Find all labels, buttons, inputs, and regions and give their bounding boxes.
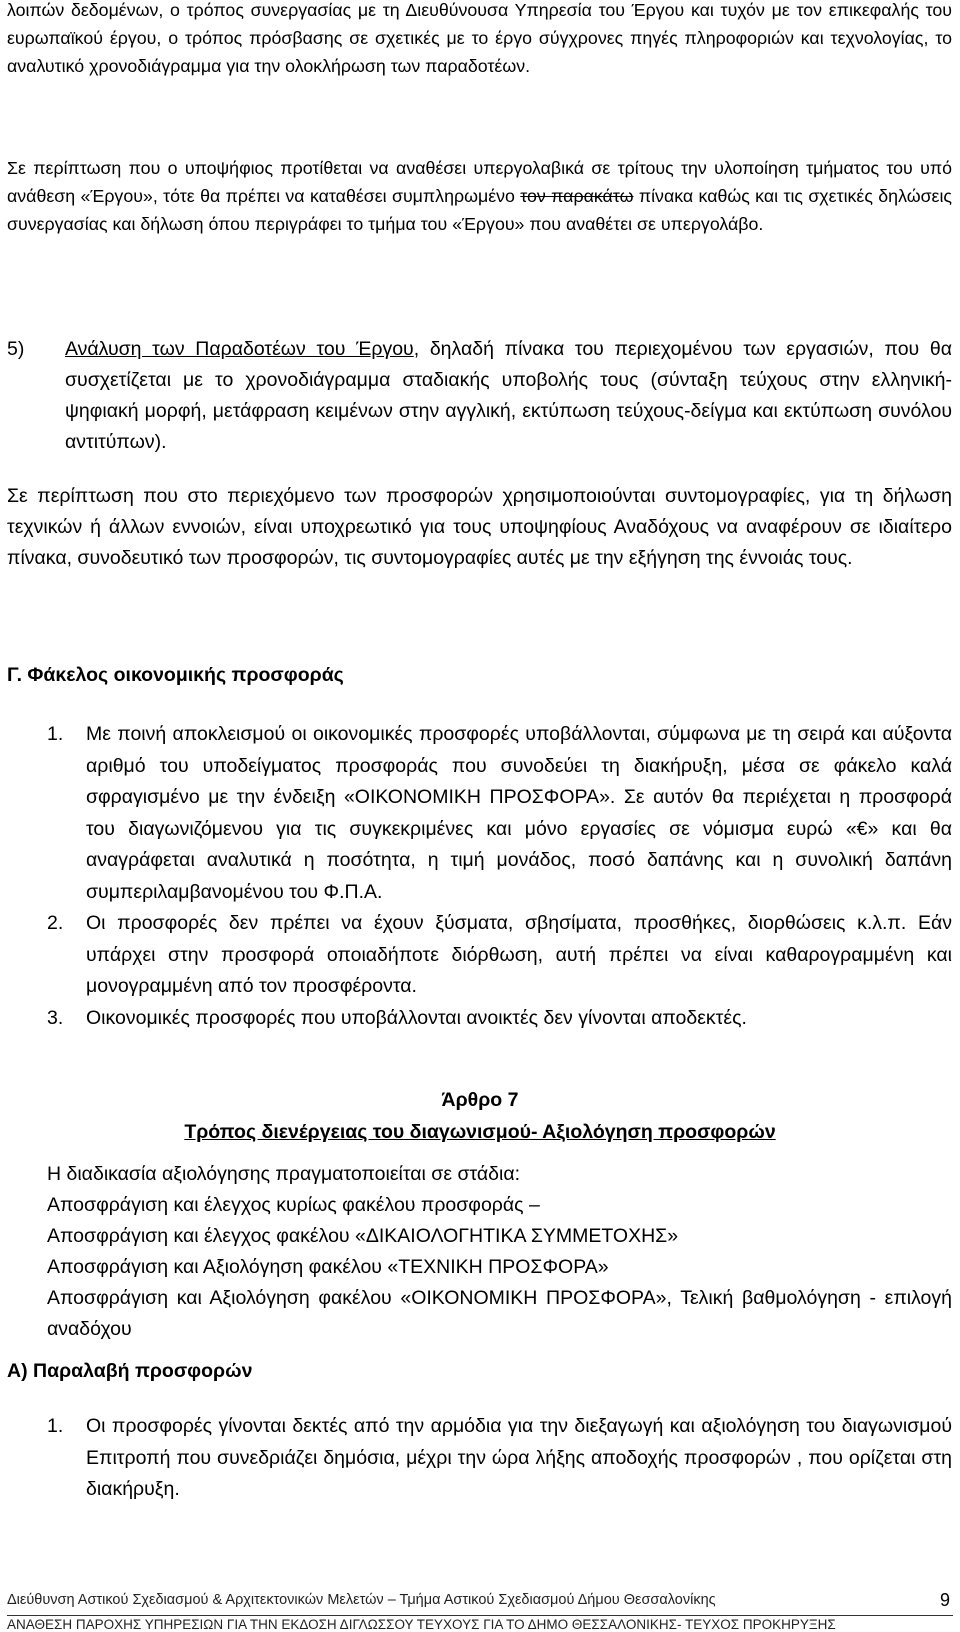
list-item-text: Οικονομικές προσφορές που υποβάλλονται ανοικτές δεν γίνονται αποδεκτές.	[86, 1006, 747, 1029]
list-item-number: 1.	[47, 1415, 64, 1437]
footer-department: Διεύθυνση Αστικού Σχεδιασμού & Αρχιτεκτονικών Μελετών – Τμήμα Αστικού Σχεδιασμού Δήμου Θεσσαλονίκης	[7, 1592, 716, 1608]
section-a-list	[7, 1411, 952, 1506]
struck-text: τον παρακάτω	[520, 186, 634, 206]
paragraph-subcontracting	[7, 154, 952, 238]
list-item	[7, 908, 952, 1003]
subcontracting-text-before: Σε περίπτωση που ο υποψήφιος προτίθεται να αναθέσει υπεργολαβικά σε τρίτους την υλοποίηση τμήματος του υπό ανάθεση «Έργου», τότε θα πρέπει να καταθέσει συμπληρωμένο	[7, 158, 952, 206]
list-item	[7, 1003, 952, 1035]
stage-line: Αποσφράγιση και Αξιολόγηση φακέλου «ΤΕΧΝΙΚΗ ΠΡΟΣΦΟΡΑ»	[47, 1256, 609, 1278]
section-g-heading: Γ. Φάκελος οικονομικής προσφοράς	[7, 664, 344, 686]
evaluation-stages	[47, 1159, 952, 1345]
list-item-text: Οι προσφορές γίνονται δεκτές από την αρμόδια για την διεξαγωγή και αξιολόγηση του διαγωνισμού Επιτροπή που συνεδριάζει δημόσια, μέχρι την ώρα λήξης αποδοχής προσφορών , που ορίζεται στη διακήρυξη.	[86, 1415, 952, 1500]
item-5	[7, 334, 952, 458]
list-item-text: Οι προσφορές δεν πρέπει να έχουν ξύσματα, σβησίματα, προσθήκες, διορθώσεις κ.λ.π. Εάν υπάρχει στην προσφορά οποιαδήποτε διόρθωση, αυτή πρέπει να είναι καθαρογραμμένη και μονογραμμένη από τον προσφέροντα.	[86, 912, 952, 997]
list-item-number: 2.	[47, 912, 64, 934]
item-5-underlined-title: Ανάλυση των Παραδοτέων του Έργου	[65, 338, 414, 360]
list-item-number: 1.	[47, 723, 64, 745]
list-item	[7, 719, 952, 908]
section-a-heading: Α) Παραλαβή προσφορών	[7, 1360, 253, 1382]
stage-line: Αποσφράγιση και έλεγχος κυρίως φακέλου προσφοράς –	[47, 1194, 540, 1216]
page-number: 9	[939, 1590, 950, 1610]
article-title: Τρόπος διενέργειας του διαγωνισμού- Αξιολόγηση προσφορών	[184, 1121, 776, 1143]
item-5-text: , δηλαδή πίνακα του περιεχομένου των εργασιών, που θα συσχετίζεται με το χρονοδιάγραμμα σταδιακής υποβολής τους (σύνταξη τεύχους στην ελληνική- ψηφιακή μορφή, μετάφραση κειμένων στην αγγλική, εκτύπωση τεύχους-δείγμα και εκτύπωση συνόλου αντιτύπων).	[65, 338, 952, 453]
stages-intro: Η διαδικασία αξιολόγησης πραγματοποιείται σε στάδια:	[47, 1163, 521, 1185]
section-g-list	[7, 719, 952, 1034]
footer-project-title: ΑΝΑΘΕΣΗ ΠΑΡΟΧΗΣ ΥΠΗΡΕΣΙΩΝ ΓΙΑ ΤΗΝ ΕΚΔΟΣΗ ΔΙΓΛΩΣΣΟΥ ΤΕΥΧΟΥΣ ΓΙΑ ΤΟ ΔΗΜΟ ΘΕΣΣΑΛΟΝΙΚΗΣ- ΤΕΥΧΟΣ ΠΡΟΚΗΡΥΞΗΣ	[7, 1617, 836, 1632]
list-item-number: 3.	[47, 1006, 64, 1029]
list-item-text: Με ποινή αποκλεισμού οι οικονομικές προσφορές υποβάλλονται, σύμφωνα με τη σειρά και αύξοντα αριθμό του υποδείγματος προσφοράς που συνοδεύει τη διακήρυξη, μέσα σε φάκελο καλά σφραγισμένο με την ένδειξη «ΟΙΚΟΝΟΜΙΚΗ ΠΡΟΣΦΟΡΑ». Σε αυτόν θα περιέχεται η προσφορά του διαγωνιζόμενου για τις συγκεκριμένες και μόνο εργασίες σε νόμισμα ευρώ «€» και θα αναγράφεται αναλυτικά η ποσότητα, η τιμή μονάδος, ποσό δαπάνης και η συνολική δαπάνη συμπεριλαμβανομένου του Φ.Π.Α.	[86, 723, 952, 903]
paragraph-abbreviations: Σε περίπτωση που στο περιεχόμενο των προσφορών χρησιμοποιούνται συντομογραφίες, για τη δήλωση τεχνικών ή άλλων εννοιών, είναι υποχρεωτικό για τους υποψηφίους Αναδόχους να αναφέρουν σε ιδιαίτερο πίνακα, συνοδευτικό των προσφορών, τις συντομογραφίες αυτές με την εξήγηση της έννοιάς τους.	[7, 485, 952, 569]
stage-line: Αποσφράγιση και έλεγχος φακέλου «ΔΙΚΑΙΟΛΟΓΗΤΙΚΑ ΣΥΜΜΕΤΟΧΗΣ»	[47, 1225, 679, 1247]
subcontracting-text-after: πίνακα καθώς και τις σχετικές δηλώσεις συνεργασίας και δήλωση όπου περιγράφει το τμήμα του «Έργου» που αναθέτει σε υπεργολάβο.	[7, 186, 952, 234]
paragraph-deliverables-continuation: λοιπών δεδομένων, ο τρόπος συνεργασίας με τη Διευθύνουσα Υπηρεσία του Έργου και τυχόν με τον επικεφαλής του ευρωπαϊκού έργου, ο τρόπος πρόσβασης σε σχετικές με το έργο σύγχρονες πηγές πληροφοριών και τεχνολογίας, το αναλυτικό χρονοδιάγραμμα για την ολοκλήρωση των παραδοτέων.	[7, 0, 952, 76]
footer-divider	[7, 1615, 953, 1616]
item-5-body	[65, 334, 952, 458]
list-item	[7, 1411, 952, 1506]
item-5-number: 5)	[7, 338, 25, 360]
stage-line: Αποσφράγιση και Αξιολόγηση φακέλου «ΟΙΚΟΝΟΜΙΚΗ ΠΡΟΣΦΟΡΑ», Τελική βαθμολόγηση - επιλογή αναδόχου	[47, 1287, 952, 1340]
article-number: Άρθρο 7	[441, 1089, 519, 1111]
